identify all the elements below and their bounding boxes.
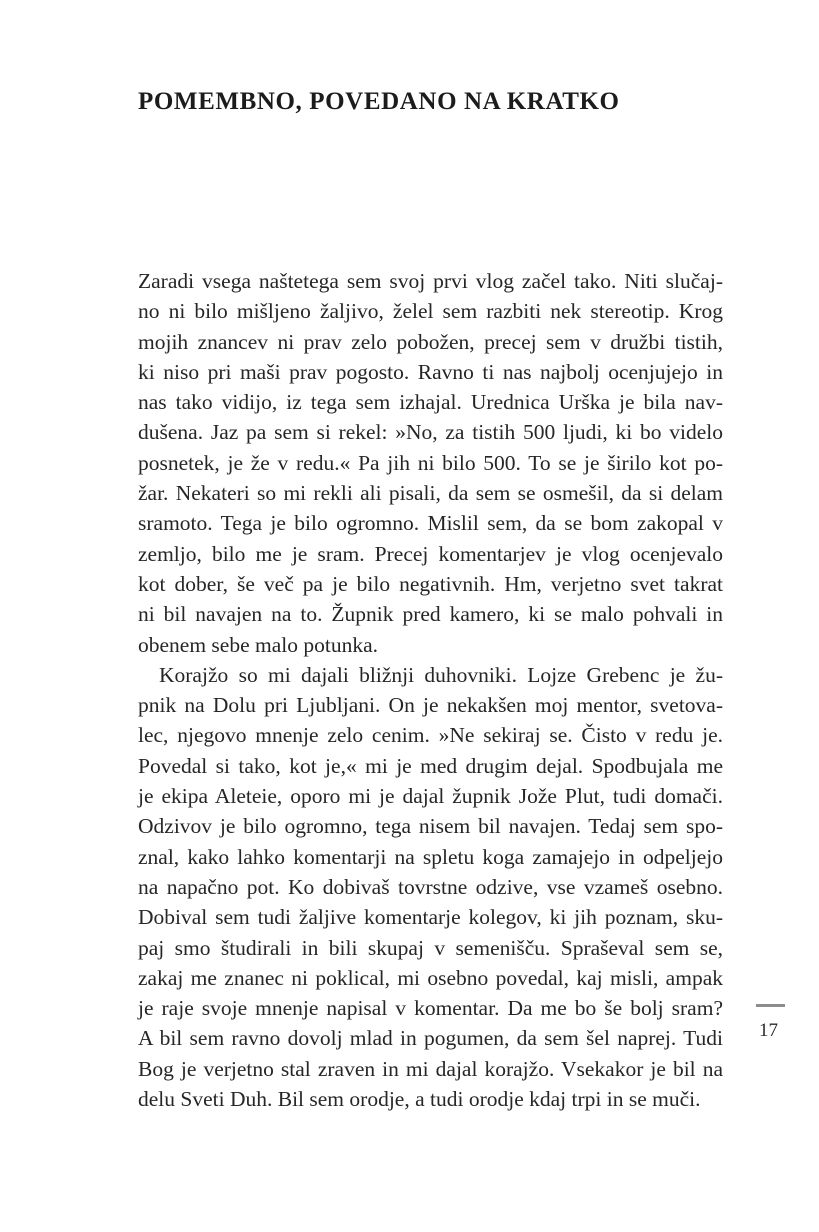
body-text-block bbox=[138, 266, 723, 1114]
text-line: Povedal si tako, kot je,« mi je med drugim dejal. Spodbujala me bbox=[138, 753, 723, 778]
margin-rule-divider bbox=[756, 1004, 785, 1007]
text-line: je raje svoje mnenje napisal v komentar. Da me bo še bolj sram? bbox=[138, 996, 723, 1021]
text-line: ni bil navajen na to. Župnik pred kamero, ki se malo pohvali in bbox=[138, 602, 723, 627]
text-line: paj smo študirali in bili skupaj v semenišču. Spraševal sem se, bbox=[138, 935, 723, 960]
chapter-title: POMEMBNO, POVEDANO NA KRATKO bbox=[138, 88, 620, 115]
text-line: na napačno pot. Ko dobivaš tovrstne odzive, vse vzameš osebno. bbox=[138, 874, 723, 899]
text-line: žar. Nekateri so mi rekli ali pisali, da sem se osmešil, da si delam bbox=[138, 481, 723, 506]
text-line: ki niso pri maši prav pogosto. Ravno ti nas najbolj ocenjujejo in bbox=[138, 359, 723, 384]
text-line: dušena. Jaz pa sem si rekel: »No, za tistih 500 ljudi, ki bo videlo bbox=[138, 420, 723, 445]
text-line: posnetek, je že v redu.« Pa jih ni bilo 500. To se je širilo kot po- bbox=[138, 450, 723, 475]
text-line: A bil sem ravno dovolj mlad in pogumen, da sem šel naprej. Tudi bbox=[138, 1026, 723, 1051]
text-line: obenem sebe malo potunka. bbox=[138, 632, 379, 657]
text-line: Korajžo so mi dajali bližnji duhovniki. Lojze Grebenc je žu- bbox=[159, 662, 723, 687]
text-line: zakaj me znanec ni poklical, mi osebno povedal, kaj misli, ampak bbox=[138, 965, 723, 990]
text-line: nas tako vidijo, iz tega sem izhajal. Urednica Urška je bila nav- bbox=[138, 390, 723, 415]
page-number: 17 bbox=[759, 1020, 778, 1041]
paragraph bbox=[138, 266, 723, 660]
text-line: Dobival sem tudi žaljive komentarje kolegov, ki jih poznam, sku- bbox=[138, 905, 723, 930]
text-line: mojih znancev ni prav zelo pobožen, precej sem v družbi tistih, bbox=[138, 329, 723, 354]
text-line: kot dober, še več pa je bilo negativnih. Hm, verjetno svet takrat bbox=[138, 571, 723, 596]
text-line: sramoto. Tega je bilo ogromno. Mislil sem, da se bom zakopal v bbox=[138, 511, 723, 536]
text-line: no ni bilo mišljeno žaljivo, želel sem razbiti nek stereotip. Krog bbox=[138, 299, 723, 324]
text-line: je ekipa Aleteie, oporo mi je dajal župnik Jože Plut, tudi domači. bbox=[138, 784, 723, 809]
text-line: Bog je verjetno stal zraven in mi dajal korajžo. Vsekakor je bil na bbox=[138, 1056, 723, 1081]
paragraph bbox=[138, 660, 723, 1114]
text-line: Odzivov je bilo ogromno, tega nisem bil navajen. Tedaj sem spo- bbox=[138, 814, 723, 839]
text-line: Zaradi vsega naštetega sem svoj prvi vlog začel tako. Niti slučaj- bbox=[138, 269, 723, 293]
text-line: znal, kako lahko komentarji na spletu koga zamajejo in odpeljejo bbox=[138, 844, 723, 869]
text-line: lec, njegovo mnenje zelo cenim. »Ne sekiraj se. Čisto v redu je. bbox=[138, 723, 723, 748]
text-line: pnik na Dolu pri Ljubljani. On je nekakšen moj mentor, svetova- bbox=[138, 693, 723, 718]
text-line: delu Sveti Duh. Bil sem orodje, a tudi orodje kdaj trpi in se muči. bbox=[138, 1087, 701, 1112]
text-line: zemljo, bilo me je sram. Precej komentarjev je vlog ocenjevalo bbox=[138, 541, 723, 566]
